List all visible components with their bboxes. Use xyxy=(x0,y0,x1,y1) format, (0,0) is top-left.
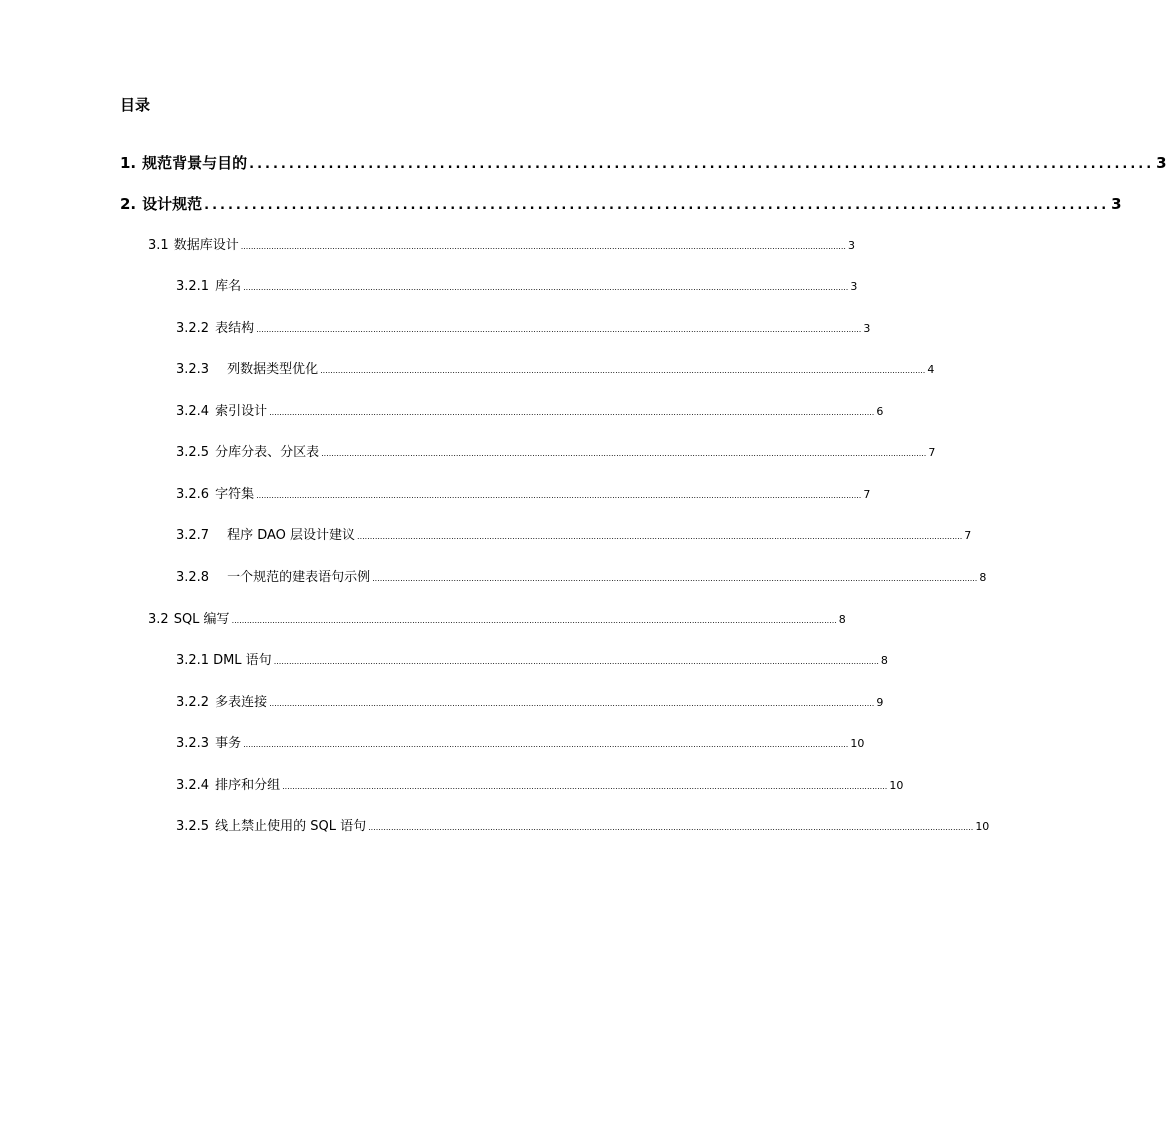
toc-entry-number: 3.2.5 xyxy=(176,445,210,460)
toc-entry[interactable] xyxy=(176,444,936,463)
toc-entry-label: 多表连接 xyxy=(215,695,268,710)
toc-leader-dots: .............................................................................................................................................................................................................................................. xyxy=(269,408,875,417)
toc-entry-label: 线上禁止使用的 SQL 语句 xyxy=(215,819,367,834)
toc-entry-number: 3.2.3 xyxy=(176,362,210,377)
toc-leader-dots: .............................................................................................................................................................................................................................................. xyxy=(320,366,926,375)
toc-entry[interactable] xyxy=(176,361,935,380)
toc-entry[interactable] xyxy=(176,486,871,505)
toc-leader-dots: .............................................................................................................................................................................................................................................. xyxy=(273,657,879,666)
toc-entry-label: 字符集 xyxy=(215,487,255,502)
toc-entry[interactable] xyxy=(120,152,1167,176)
toc-entry-number: 3.2.6 xyxy=(176,487,210,502)
toc-entry-label: 数据库设计 xyxy=(173,238,239,253)
toc-entry-page: 8 xyxy=(880,654,888,667)
toc-leader-dots: .................................................................................................................. xyxy=(249,157,1155,172)
toc-entry[interactable] xyxy=(176,777,904,796)
toc-leader-dots: .............................................................................................................................................................................................................................................. xyxy=(372,574,978,583)
toc-entry-label: 事务 xyxy=(215,736,242,751)
toc-entry-number: 3.2.7 xyxy=(176,528,210,543)
toc-entry-number: 3.2.1 xyxy=(176,279,210,294)
toc-entry-label: 程序 DAO 层设计建议 xyxy=(227,528,356,543)
toc-entry-label: 索引设计 xyxy=(215,404,268,419)
toc-entry-number: 1. xyxy=(120,154,137,172)
toc-entry-page: 3 xyxy=(1111,195,1122,213)
toc-entry[interactable] xyxy=(176,818,990,837)
toc-entry-number: 3.1 xyxy=(148,238,169,253)
toc-entry-label: 一个规范的建表语句示例 xyxy=(227,570,371,585)
toc-leader-dots: .............................................................................................................................................................................................................................................. xyxy=(231,616,837,625)
toc-entry-number: 2. xyxy=(120,195,137,213)
toc-entry-page: 4 xyxy=(927,363,935,376)
toc-entry-label: 排序和分组 xyxy=(215,778,281,793)
toc-entry-page: 7 xyxy=(928,446,936,459)
toc-entry[interactable] xyxy=(176,652,888,671)
toc-leader-dots: .............................................................................................................................................................................................................................................. xyxy=(282,782,888,791)
toc-entry-page: 3 xyxy=(850,280,858,293)
toc-leader-dots: .............................................................................................................................................................................................................................................. xyxy=(269,699,875,708)
toc-entry-label: 库名 xyxy=(215,279,242,294)
toc-entry[interactable] xyxy=(176,403,884,422)
toc-entry[interactable] xyxy=(176,735,865,754)
toc-entry-label: 规范背景与目的 xyxy=(142,154,248,172)
toc-entry[interactable] xyxy=(148,611,846,630)
toc-entry-number: 3.2.2 xyxy=(176,695,210,710)
toc-entry-page: 10 xyxy=(850,737,865,750)
toc-entry[interactable] xyxy=(176,527,972,546)
toc-leader-dots: .............................................................................................................................................................................................................................................. xyxy=(243,283,849,292)
toc-entry-number: 3.2.5 xyxy=(176,819,210,834)
toc-leader-dots: .............................................................................................................................................................................................................................................. xyxy=(256,325,862,334)
toc-entry-page: 8 xyxy=(979,571,987,584)
toc-entry-page: 7 xyxy=(863,488,871,501)
toc-entry-page: 3 xyxy=(847,239,855,252)
toc-entry-label: 分库分表、分区表 xyxy=(215,445,320,460)
toc-entry[interactable] xyxy=(176,569,987,588)
toc-leader-dots: .............................................................................................................................................................................................................................................. xyxy=(256,491,862,500)
toc-entry-label: 设计规范 xyxy=(142,195,203,213)
toc-entry-label: 表结构 xyxy=(215,321,255,336)
toc-entry-number: 3.2 xyxy=(148,612,169,627)
toc-entry-number: 3.2.2 xyxy=(176,321,210,336)
toc-entry-label: 列数据类型优化 xyxy=(227,362,319,377)
toc-entry[interactable] xyxy=(148,237,855,256)
toc-entry-number: 3.2.4 xyxy=(176,778,210,793)
toc-entry-number: 3.2.1 xyxy=(176,653,210,668)
toc-entry-number: 3.2.4 xyxy=(176,404,210,419)
toc-entry[interactable] xyxy=(176,320,871,339)
toc-leader-dots: .............................................................................................................................................................................................................................................. xyxy=(321,449,927,458)
toc-entry[interactable] xyxy=(176,694,884,713)
toc-title: 目录 xyxy=(120,96,151,114)
toc-leader-dots: .............................................................................................................................................................................................................................................. xyxy=(243,740,849,749)
toc-leader-dots: .............................................................................................................................................................................................................................................. xyxy=(240,242,846,251)
toc-entry-page: 10 xyxy=(975,820,990,833)
toc-entry-page: 3 xyxy=(1156,154,1167,172)
toc-entry[interactable] xyxy=(120,193,1122,217)
toc-entry-number: 3.2.3 xyxy=(176,736,210,751)
toc-leader-dots: .............................................................................................................................................................................................................................................. xyxy=(368,823,974,832)
toc-leader-dots: .............................................................................................................................................................................................................................................. xyxy=(357,532,963,541)
toc-entry-page: 8 xyxy=(838,613,846,626)
toc-entry-page: 9 xyxy=(876,696,884,709)
toc-entry-label: SQL 编写 xyxy=(173,612,230,627)
toc-entry-number: 3.2.8 xyxy=(176,570,210,585)
toc-entry-page: 6 xyxy=(876,405,884,418)
toc-leader-dots: .................................................................................................................. xyxy=(204,198,1110,213)
toc-entry-page: 10 xyxy=(889,779,904,792)
toc-entry-label: DML 语句 xyxy=(213,653,272,668)
toc-entry-page: 7 xyxy=(964,529,972,542)
toc-entry[interactable] xyxy=(176,278,858,297)
toc-entry-page: 3 xyxy=(863,322,871,335)
